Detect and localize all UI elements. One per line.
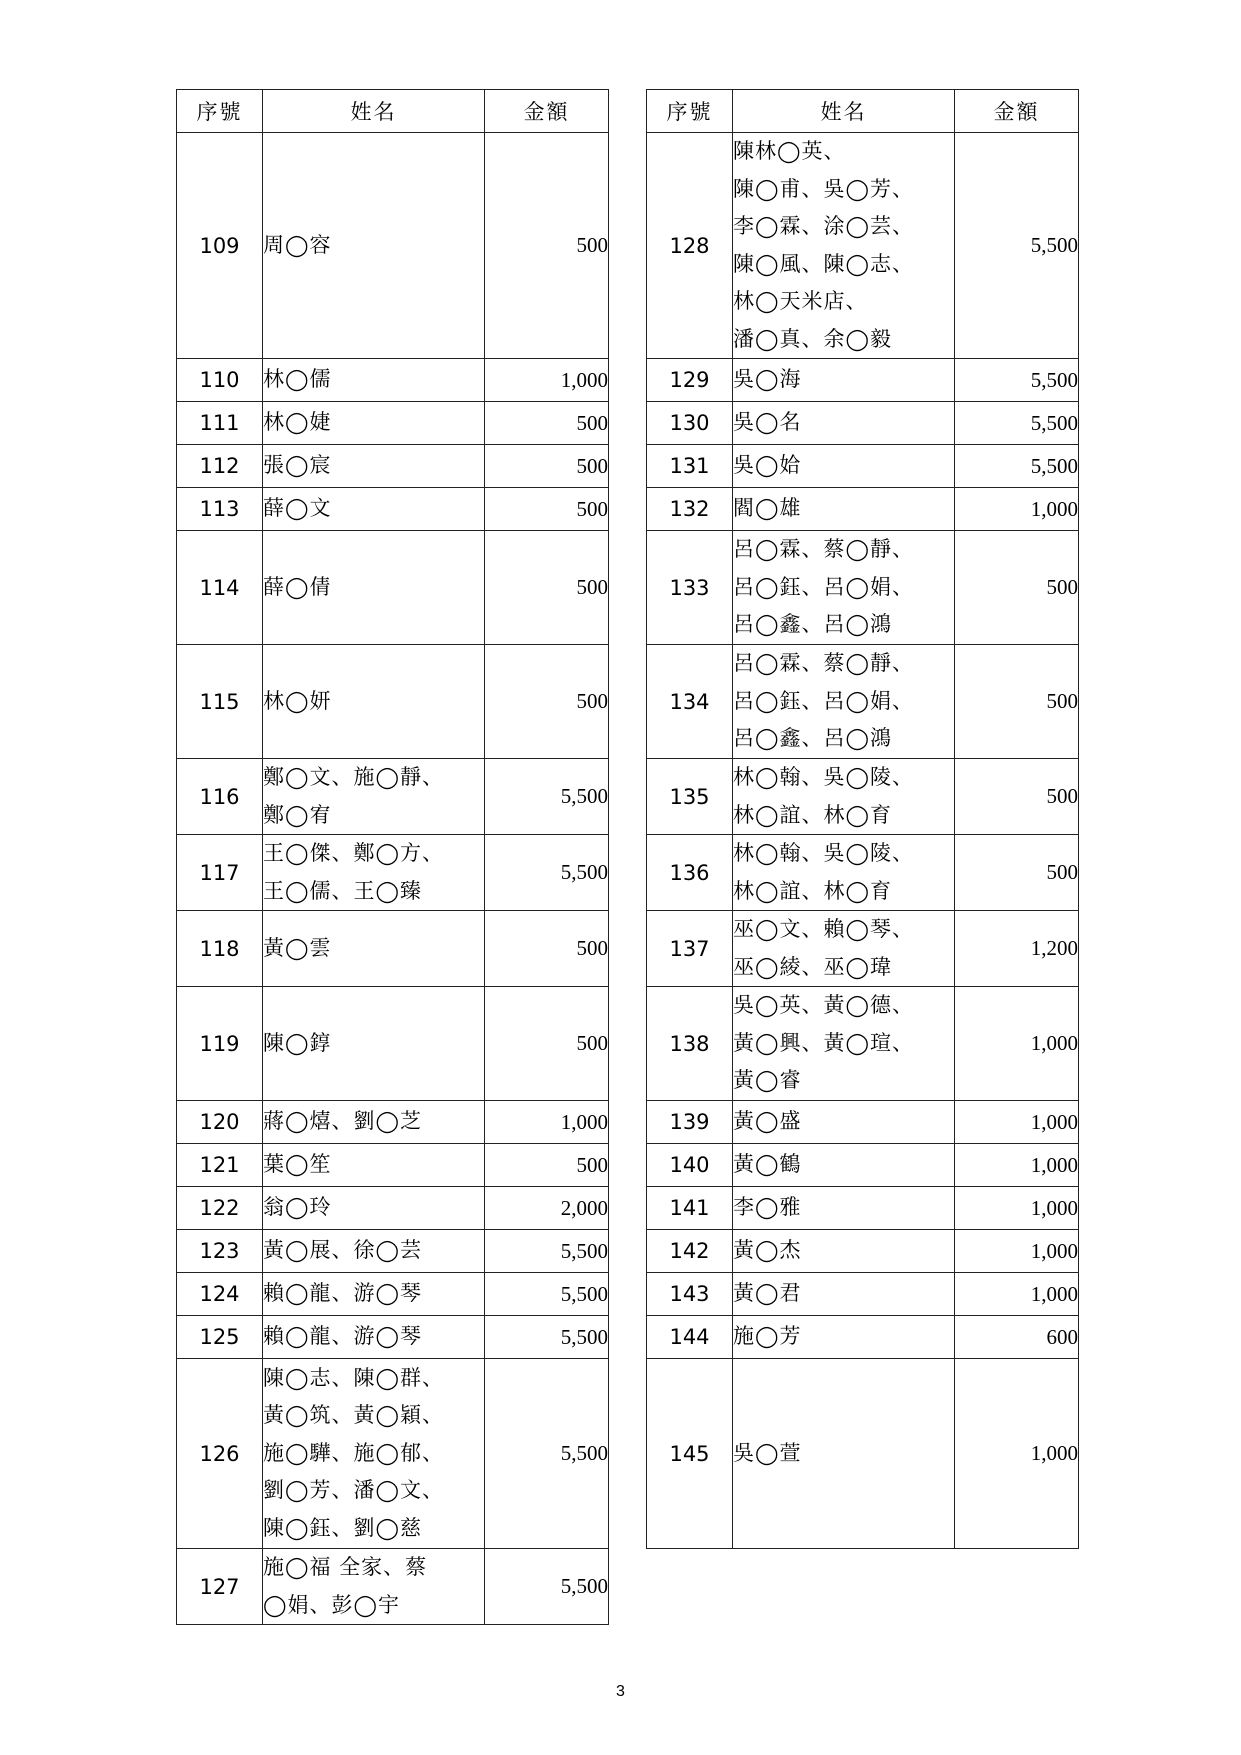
amount-cell: 500 [955,531,1079,645]
donor-name-line: 呂◯鑫、呂◯鴻 [733,726,893,751]
table-row [647,488,1079,531]
serial-number-cell: 123 [177,1230,263,1273]
donor-names-cell [733,531,955,645]
donor-names-cell [733,1101,955,1144]
donor-name-line: 吳◯名 [733,410,802,435]
donor-name-line: 施◯芳 [733,1324,802,1349]
amount-cell: 500 [485,645,609,759]
donor-name-line: 施◯驊、施◯郁、 [263,1440,445,1465]
table-row [177,987,609,1101]
serial-number-cell: 119 [177,987,263,1101]
serial-number-cell: 118 [177,911,263,987]
serial-number-cell: 122 [177,1187,263,1230]
donor-names-cell [733,835,955,911]
table-row [647,987,1079,1101]
serial-number-cell: 128 [647,133,733,359]
page-number: 3 [616,1683,625,1700]
donor-name-line: 吳◯海 [733,367,802,392]
amount-cell: 5,500 [955,402,1079,445]
table-row [177,359,609,402]
serial-number-cell: 132 [647,488,733,531]
donor-name-line: 閻◯雄 [733,496,802,521]
table-row [647,1230,1079,1273]
donor-name-line: 林◯婕 [263,410,332,435]
donor-name-line: 呂◯鈺、呂◯娟、 [733,574,915,599]
donor-name-line: 林◯儒 [263,367,332,392]
header-amount: 金額 [485,90,609,133]
donor-names-cell [263,1101,485,1144]
table-row [177,1359,609,1549]
donor-names-cell [263,759,485,835]
amount-cell: 5,500 [485,759,609,835]
donor-names-cell [733,1144,955,1187]
donor-name-line: 賴◯龍、游◯琴 [263,1281,423,1306]
table-header-row [647,90,1079,133]
amount-cell: 5,500 [485,835,609,911]
amount-cell: 500 [485,531,609,645]
donor-name-line: 呂◯鑫、呂◯鴻 [733,612,893,637]
serial-number-cell: 139 [647,1101,733,1144]
serial-number-cell: 115 [177,645,263,759]
donor-name-line: 葉◯笙 [263,1152,332,1177]
table-row [177,1549,609,1625]
table-row [177,1101,609,1144]
amount-cell: 5,500 [955,445,1079,488]
table-row [177,1273,609,1316]
donor-name-line: 黃◯興、黃◯瑄、 [733,1030,915,1055]
amount-cell: 500 [485,488,609,531]
donor-name-line: 黃◯盛 [733,1109,802,1134]
donor-names-cell [733,1316,955,1359]
serial-number-cell: 131 [647,445,733,488]
donor-name-line: 巫◯綾、巫◯瑋 [733,954,893,979]
donor-name-line: 王◯傑、鄭◯方、 [263,841,445,865]
donor-name-line: 黃◯筑、黃◯穎、 [263,1403,445,1428]
amount-cell: 5,500 [485,1359,609,1549]
serial-number-cell: 129 [647,359,733,402]
donor-name-line: 林◯誼、林◯育 [733,878,893,903]
donor-names-cell [263,1230,485,1273]
donor-name-line: 陳林◯英、 [733,139,846,163]
table-row [177,488,609,531]
donor-name-line: 巫◯文、賴◯琴、 [733,917,915,941]
donor-names-cell [733,1187,955,1230]
donor-names-cell [263,445,485,488]
amount-cell: 1,200 [955,911,1079,987]
donor-names-cell [263,402,485,445]
table-row [177,402,609,445]
donor-names-cell [733,402,955,445]
table-row [177,1144,609,1187]
serial-number-cell: 114 [177,531,263,645]
donor-names-cell [733,987,955,1101]
donor-names-cell [733,911,955,987]
donor-names-cell [733,133,955,359]
serial-number-cell: 143 [647,1273,733,1316]
donor-name-line: 呂◯霖、蔡◯靜、 [733,651,915,676]
amount-cell: 1,000 [955,1144,1079,1187]
donor-name-line: 陳◯甫、吳◯芳、 [733,176,915,201]
table-row [177,1187,609,1230]
serial-number-cell: 113 [177,488,263,531]
donor-name-line: 翁◯玲 [263,1195,332,1220]
donor-names-cell [733,1273,955,1316]
donor-names-cell [263,1549,485,1625]
donor-names-cell [733,359,955,402]
table-row [647,911,1079,987]
amount-cell: 1,000 [955,1359,1079,1549]
table-row [177,835,609,911]
header-name: 姓名 [733,90,955,133]
serial-number-cell: 126 [177,1359,263,1549]
table-row [647,402,1079,445]
table-row [647,531,1079,645]
serial-number-cell: 140 [647,1144,733,1187]
amount-cell: 500 [485,911,609,987]
amount-cell: 2,000 [485,1187,609,1230]
donor-names-cell [263,1187,485,1230]
donor-name-line: 呂◯霖、蔡◯靜、 [733,537,915,562]
serial-number-cell: 145 [647,1359,733,1549]
donor-names-cell [263,133,485,359]
donor-names-cell [263,987,485,1101]
donor-name-line: 潘◯真、余◯毅 [733,326,893,351]
table-row [647,133,1079,359]
table-header-row [177,90,609,133]
header-amount: 金額 [955,90,1079,133]
donor-name-line: 黃◯君 [733,1281,802,1306]
donor-name-line: 劉◯芳、潘◯文、 [263,1478,445,1503]
donor-names-cell [733,1359,955,1549]
donor-names-cell [263,488,485,531]
amount-cell: 500 [485,402,609,445]
donor-name-line: 呂◯鈺、呂◯娟、 [733,688,915,713]
serial-number-cell: 125 [177,1316,263,1359]
amount-cell: 1,000 [485,359,609,402]
donor-name-line: 林◯天米店、 [733,289,868,313]
table-row [177,1316,609,1359]
donor-name-line: 蔣◯熺、劉◯芝 [263,1109,423,1134]
header-serial-number: 序號 [177,90,263,133]
donor-names-cell [733,759,955,835]
amount-cell: 5,500 [955,133,1079,359]
donor-name-line: 賴◯龍、游◯琴 [263,1324,423,1349]
donor-name-line: 鄭◯文、施◯靜、 [263,765,445,789]
table-row [647,359,1079,402]
serial-number-cell: 124 [177,1273,263,1316]
serial-number-cell: 136 [647,835,733,911]
donation-table-right [646,89,1079,1549]
serial-number-cell: 138 [647,987,733,1101]
donor-names-cell [263,531,485,645]
header-name: 姓名 [263,90,485,133]
table-row [647,1187,1079,1230]
donor-name-line: 鄭◯宥 [263,802,332,827]
table-body-right [647,133,1079,1549]
donor-name-line: 李◯霖、涂◯芸、 [733,214,915,238]
serial-number-cell: 117 [177,835,263,911]
donor-names-cell [733,645,955,759]
donor-names-cell [263,1316,485,1359]
amount-cell: 500 [955,835,1079,911]
donor-names-cell [733,1230,955,1273]
donor-name-line: 吳◯姶 [733,453,802,478]
amount-cell: 500 [485,987,609,1101]
table-row [647,1101,1079,1144]
header-serial-number: 序號 [647,90,733,133]
table-row [647,835,1079,911]
amount-cell: 600 [955,1316,1079,1359]
serial-number-cell: 135 [647,759,733,835]
serial-number-cell: 110 [177,359,263,402]
table-row [647,1316,1079,1359]
donor-names-cell [263,835,485,911]
donor-name-line: 王◯儒、王◯臻 [263,878,423,903]
table-row [177,531,609,645]
donor-name-line: 施◯福 全家、蔡 [263,1555,428,1579]
table-row [647,645,1079,759]
table-body-left [177,133,609,1625]
donor-name-line: 黃◯睿 [733,1068,802,1093]
donor-name-line: 周◯容 [263,232,332,257]
table-row [177,911,609,987]
donor-name-line: 黃◯展、徐◯芸 [263,1238,423,1263]
donor-name-line: 吳◯英、黃◯德、 [733,993,915,1018]
serial-number-cell: 127 [177,1549,263,1625]
donor-name-line: 張◯宸 [263,453,332,478]
amount-cell: 500 [485,133,609,359]
donor-names-cell [263,1144,485,1187]
donor-name-line: 林◯妍 [263,688,332,713]
amount-cell: 500 [485,1144,609,1187]
donor-name-line: 薛◯倩 [263,574,332,599]
donor-names-cell [263,1359,485,1549]
serial-number-cell: 134 [647,645,733,759]
serial-number-cell: 142 [647,1230,733,1273]
donor-name-line: 林◯翰、吳◯陵、 [733,765,915,789]
amount-cell: 1,000 [955,1187,1079,1230]
donor-name-line: 林◯翰、吳◯陵、 [733,841,915,865]
serial-number-cell: 130 [647,402,733,445]
donor-name-line: 李◯雅 [733,1195,802,1220]
donor-name-line: 陳◯鈺、劉◯慈 [263,1515,423,1540]
table-row [177,445,609,488]
amount-cell: 500 [955,645,1079,759]
serial-number-cell: 137 [647,911,733,987]
table-row [177,759,609,835]
amount-cell: 1,000 [955,1273,1079,1316]
amount-cell: 1,000 [955,987,1079,1101]
serial-number-cell: 111 [177,402,263,445]
amount-cell: 1,000 [955,1101,1079,1144]
amount-cell: 500 [955,759,1079,835]
donor-names-cell [263,359,485,402]
donor-name-line: 林◯誼、林◯育 [733,802,893,827]
amount-cell: 5,500 [485,1273,609,1316]
amount-cell: 1,000 [485,1101,609,1144]
amount-cell: 5,500 [485,1230,609,1273]
donor-name-line: 黃◯杰 [733,1238,802,1263]
serial-number-cell: 133 [647,531,733,645]
donor-names-cell [733,445,955,488]
serial-number-cell: 116 [177,759,263,835]
amount-cell: 1,000 [955,488,1079,531]
table-row [177,1230,609,1273]
donor-name-line: ◯娟、彭◯宇 [263,1592,401,1617]
table-row [647,759,1079,835]
amount-cell: 5,500 [485,1316,609,1359]
serial-number-cell: 121 [177,1144,263,1187]
table-row [647,1273,1079,1316]
amount-cell: 1,000 [955,1230,1079,1273]
amount-cell: 5,500 [955,359,1079,402]
donor-names-cell [263,1273,485,1316]
donor-name-line: 黃◯鶴 [733,1152,802,1177]
donor-name-line: 陳◯志、陳◯群、 [263,1365,445,1390]
donor-names-cell [733,488,955,531]
donor-names-cell [263,645,485,759]
serial-number-cell: 144 [647,1316,733,1359]
table-row [177,645,609,759]
amount-cell: 5,500 [485,1549,609,1625]
donor-name-line: 陳◯風、陳◯志、 [733,251,915,276]
table-row [647,445,1079,488]
serial-number-cell: 109 [177,133,263,359]
serial-number-cell: 120 [177,1101,263,1144]
donation-table-left [176,89,609,1625]
serial-number-cell: 141 [647,1187,733,1230]
donor-name-line: 陳◯錞 [263,1030,332,1055]
donor-names-cell [263,911,485,987]
table-row [647,1359,1079,1549]
table-row [647,1144,1079,1187]
amount-cell: 500 [485,445,609,488]
table-row [177,133,609,359]
donor-name-line: 吳◯萱 [733,1440,802,1465]
donor-name-line: 黃◯雲 [263,935,332,960]
serial-number-cell: 112 [177,445,263,488]
donor-name-line: 薛◯文 [263,496,332,521]
